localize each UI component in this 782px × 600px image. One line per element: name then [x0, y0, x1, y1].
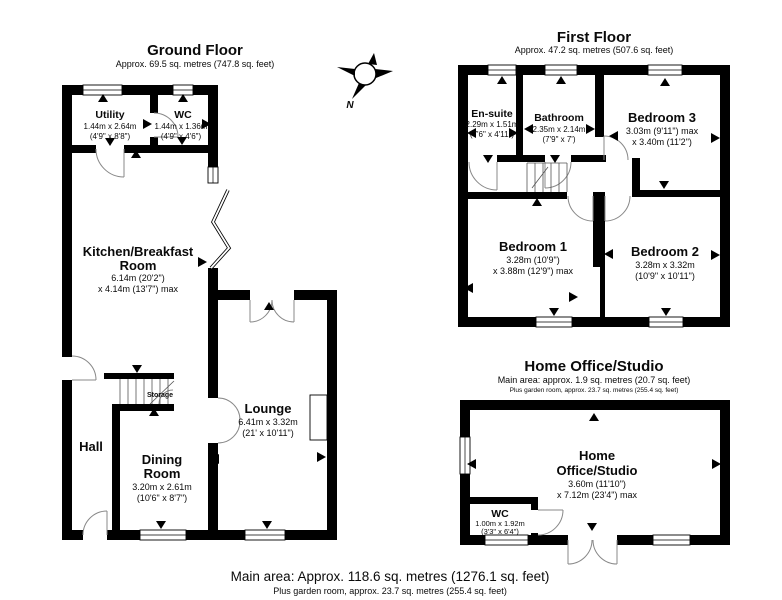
- office-label: Home: [578, 448, 616, 463]
- first-floor-title: First Floor: [556, 29, 632, 46]
- footer-garden-room: Plus garden room, approx. 23.7 sq. metres (255.4 sq. feet): [273, 586, 507, 596]
- ground-floor-opening-arrows: [63, 94, 326, 529]
- ground-floor-room-labels: [79, 109, 298, 503]
- utility-dims1: 1.44m x 2.64m: [83, 122, 137, 131]
- home-office-plan: [460, 358, 730, 564]
- compass-north-label: N: [346, 100, 354, 111]
- bedroom1-dims1: 3.28m (10'9"): [506, 255, 560, 265]
- office-wc-dims2: (3'3" x 6'4"): [481, 527, 519, 536]
- kitchen-dims2: x 4.14m (13'7") max: [98, 284, 178, 294]
- bedroom2-dims1: 3.28m x 3.32m: [635, 260, 695, 270]
- utility-dims2: (4'9" x 8'8"): [89, 132, 131, 141]
- first-floor-subtitle: Approx. 47.2 sq. metres (507.6 sq. feet): [514, 45, 674, 55]
- ground-floor-doors: [72, 113, 294, 535]
- bedroom1-dims2: x 3.88m (12'9") max: [493, 266, 573, 276]
- ensuite-dims1: 2.29m x 1.51m: [465, 120, 519, 129]
- office-dims2: x 7.12m (23'4") max: [557, 490, 637, 500]
- lounge-dims2: (21' x 10'11"): [242, 428, 294, 438]
- office-dims1: 3.60m (11'10"): [568, 479, 626, 489]
- storage-label: Storage: [146, 392, 174, 399]
- utility-label: Utility: [95, 109, 125, 121]
- compass-rose: [337, 53, 393, 111]
- bathroom-label: Bathroom: [534, 112, 584, 124]
- ground-floor-title: Ground Floor: [147, 42, 243, 59]
- bedroom2-dims2: (10'9" x 10'11"): [635, 271, 695, 281]
- lounge-dims1: 6.41m x 3.32m: [238, 417, 298, 427]
- kitchen-dims1: 6.14m (20'2"): [111, 273, 165, 283]
- bedroom3-dims2: x 3.40m (11'2"): [632, 137, 692, 147]
- office-subtitle2: Plus garden room, approx. 23.7 sq. metres (255.4 sq. feet): [509, 387, 679, 394]
- first-floor-doors: [469, 136, 630, 221]
- dining-label: Dining: [141, 452, 183, 467]
- lounge-label: Lounge: [244, 401, 292, 416]
- dining-label2: Room: [143, 466, 181, 481]
- wc-dims1: 1.44m x 1.36m: [154, 122, 208, 131]
- kitchen-label: Kitchen/Breakfast: [82, 244, 194, 259]
- ground-floor-plan: [62, 42, 337, 540]
- hall-label: Hall: [79, 439, 103, 454]
- wc-label: WC: [174, 109, 192, 121]
- kitchen-label2: Room: [119, 258, 157, 273]
- ensuite-label: En-suite: [471, 108, 513, 120]
- ground-floor-walls: [62, 85, 337, 540]
- bedroom2-label: Bedroom 2: [631, 244, 699, 259]
- office-wc-dims1: 1.00m x 1.92m: [475, 519, 525, 528]
- office-wc-label: WC: [491, 508, 509, 520]
- ensuite-dims2: (7'6" x 4'11"): [469, 130, 515, 139]
- dining-dims1: 3.20m x 2.61m: [132, 482, 192, 492]
- bathroom-dims2: (7'9" x 7'): [542, 135, 576, 144]
- kitchen-lounge-opening-zigzag: [211, 190, 229, 268]
- office-label2: Office/Studio: [556, 463, 638, 478]
- bedroom3-label: Bedroom 3: [628, 110, 696, 125]
- dining-dims2: (10'6" x 8'7"): [136, 493, 188, 503]
- footer-main-area: Main area: Approx. 118.6 sq. metres (1276.1 sq. feet): [230, 569, 550, 584]
- wc-dims2: (4'9" x 4'6"): [160, 132, 202, 141]
- office-title: Home Office/Studio: [524, 358, 664, 375]
- lounge-fireplace: [310, 395, 327, 440]
- office-subtitle: Main area: approx. 1.9 sq. metres (20.7 sq. feet): [497, 375, 691, 385]
- bedroom3-dims1: 3.03m (9'11") max: [625, 126, 699, 136]
- first-floor-plan: [458, 29, 730, 327]
- bathroom-dims1: 2.35m x 2.14m: [532, 125, 586, 134]
- home-office-room-labels: [475, 448, 637, 536]
- footer: [231, 569, 550, 596]
- first-floor-walls: [458, 65, 730, 327]
- bedroom1-label: Bedroom 1: [499, 239, 567, 254]
- ground-floor-subtitle: Approx. 69.5 sq. metres (747.8 sq. feet): [115, 59, 275, 69]
